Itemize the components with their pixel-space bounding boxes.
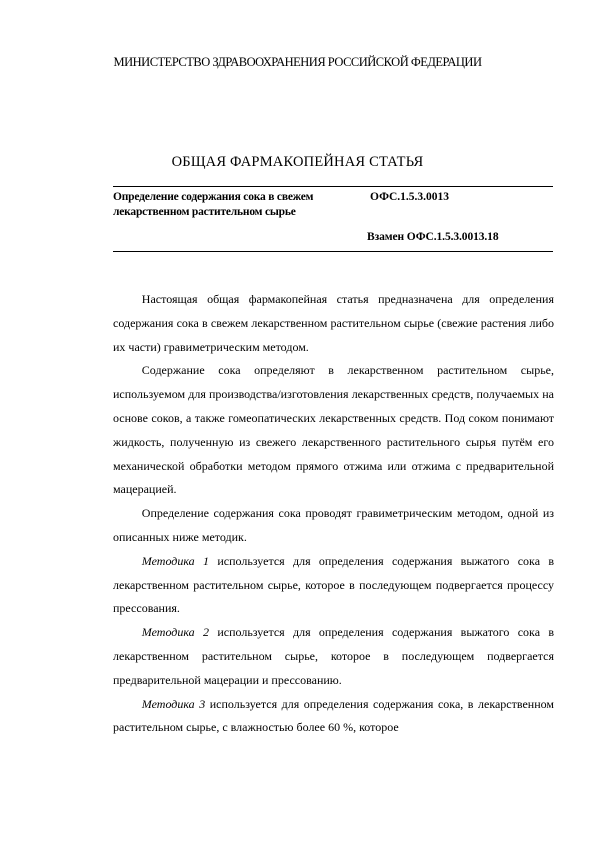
article-body <box>113 288 554 740</box>
paragraph-purpose: Настоящая общая фармакопейная статья предназначена для определения содержания сока в свежем лекарственном растительном сырье (свежие растения либо их части) гравиметрическим методом. <box>113 292 554 354</box>
article-subject-line2: лекарственном растительном сырье <box>113 206 296 218</box>
article-subject <box>113 190 353 220</box>
document-type-title: ОБЩАЯ ФАРМАКОПЕЙНАЯ СТАТЬЯ <box>171 154 424 170</box>
method-3-label: Методика 3 <box>141 696 206 711</box>
method-3-text: используется для определения содержания сока, в лекарственном растительном сырье, с влажностью более 60 %, которое <box>113 696 554 735</box>
replaces-code: Взамен ОФС.1.5.3.0013.18 <box>367 231 499 243</box>
ministry-header: МИНИСТЕРСТВО ЗДРАВООХРАНЕНИЯ РОССИЙСКОЙ ФЕДЕРАЦИИ <box>113 55 482 69</box>
paragraph-method-2 <box>113 621 554 692</box>
bottom-divider <box>113 251 553 252</box>
article-subject-line1: Определение содержания сока в свежем <box>113 191 314 203</box>
method-1-text: используется для определения содержания выжатого сока в лекарственном растительном сырье, которое в последующем подвергается процессу прессования. <box>113 553 554 616</box>
top-divider <box>113 186 553 187</box>
paragraph-method: Определение содержания сока проводят гравиметрическим методом, одной из описанных ниже методик. <box>113 506 554 544</box>
article-code: ОФС.1.5.3.0013 <box>370 191 450 203</box>
paragraph-method-1 <box>113 550 554 621</box>
method-2-label: Методика 2 <box>141 625 209 640</box>
method-1-label: Методика 1 <box>141 553 209 568</box>
paragraph-method-3 <box>113 693 554 741</box>
method-2-text: используется для определения содержания выжатого сока в лекарственном растительном сырье, которое в последующем подвергается предварительной мацерации и прессованию. <box>113 625 554 687</box>
paragraph-scope: Содержание сока определяют в лекарственном растительном сырье, используемом для производства/изготовления лекарственных средств, получаемых на основе соков, а также гомеопатических лекарственных средств. Под соком понимают жидкость, полученную из свежего лекарственного растительного сырья путём его механической обработки методом прямого отжима или отжима с предварительной мацерацией. <box>113 363 554 497</box>
